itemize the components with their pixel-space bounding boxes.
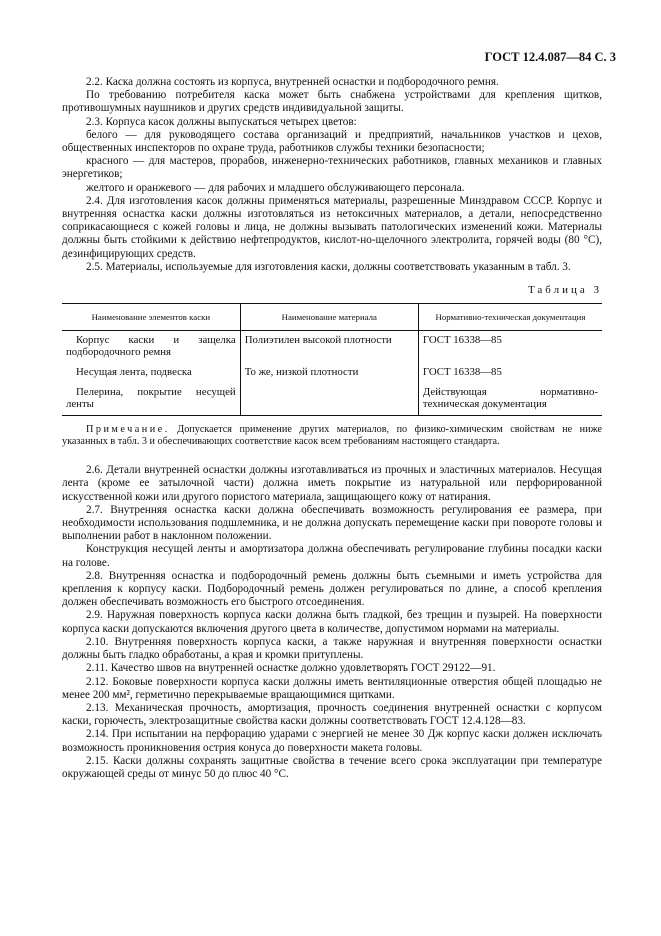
- table-header-cell: Наименование материала: [240, 304, 418, 331]
- table-header-row: [62, 304, 602, 331]
- table-cell: ГОСТ 16338—85: [418, 331, 602, 364]
- table-cell: Корпус каски и защелка подбородочного ремня: [66, 334, 236, 359]
- paragraph-2-15: 2.15. Каски должны сохранять защитные свойства в течение всего срока эксплуатации при температуре окружающей среды от минус 50 до плюс 40 °С.: [62, 754, 602, 780]
- paragraph-red-color: красного — для мастеров, прорабов, инженерно-технических работников, главных механиков и главных энергетиков;: [62, 155, 602, 181]
- table-header-cell: Наименование элементов каски: [62, 304, 240, 331]
- paragraph-2-4: 2.4. Для изготовления касок должны применяться материалы, разрешенные Минздравом СССР. Корпус и внутренняя оснастка каски должны изготовляться из нетоксичных материалов, а детали, непосредственно соприкасающиеся с кожей головы и лица, не должны вызывать патологических изменений кожи. Материалы должны быть стойкими к действию нефтепродуктов, кислот-но-щелочного электролита, горячей воды (80 °С), дезинфицирующих средств.: [62, 194, 602, 260]
- paragraph-2-9: 2.9. Наружная поверхность корпуса каски должна быть гладкой, без трещин и пузырей. На поверхности корпуса каски допускаются включения другого цвета в количестве, допустимом нормами на материалы.: [62, 609, 602, 635]
- note-text: Допускается применение других материалов, по физико-химическим свойствам не ниже указанных в табл. 3 и обеспечивающих соответствие касок всем требованиям настоящего стандарта.: [62, 424, 603, 448]
- paragraph-2-13: 2.13. Механическая прочность, амортизация, прочность соединения внутренней оснастки с корпусом каски, горючесть, электрозащитные свойства каски должны соответствовать ГОСТ 12.4.128—83.: [62, 701, 602, 728]
- table-cell: Несущая лента, подвеска: [76, 366, 192, 379]
- paragraph-2-10: 2.10. Внутренняя поверхность корпуса каски, а также наружная и внутренняя поверхности оснастки должны быть гладко обработаны, а края и кромки притуплены.: [62, 635, 602, 662]
- table-note: [62, 424, 602, 448]
- paragraph-white-color: белого — для руководящего состава организаций и предприятий, начальников участков и цехов, общественных инспекторов по охране труда, работников службы техники безопасности;: [62, 128, 602, 155]
- table-cell: Действующая нормативно-техническая документация: [418, 383, 602, 416]
- note-label: Примечание.: [86, 424, 170, 436]
- paragraph-2-7-cont: Конструкция несущей ленты и амортизатора должна обеспечивать регулирование глубины посадки каски на голове.: [62, 543, 602, 569]
- paragraph-2-7: 2.7. Внутренняя оснастка каски должна обеспечивать возможность регулирования ее размера, при необходимости использования подшлемника, и не должна допускать перемещение каски при повороте головы и выполнении работ в наклонном положении.: [62, 503, 602, 543]
- paragraph-2-6: 2.6. Детали внутренней оснастки должны изготавливаться из прочных и эластичных материалов. Несущая лента (кроме ее затылочной части) должна иметь покрытие из натуральной или перфорированной искусственной кожи или другого пористого материала, защищающего кожу от натирания.: [62, 464, 602, 503]
- document-body: [62, 76, 602, 781]
- table-cell: [240, 383, 418, 416]
- paragraph-2-12: 2.12. Боковые поверхности корпуса каски должны иметь вентиляционные отверстия общей площадью не менее 200 мм², герметично перекрываемые вращающимися щитками.: [62, 675, 602, 701]
- table-cell: ГОСТ 16338—85: [418, 363, 602, 383]
- paragraph-2-3: 2.3. Корпуса касок должны выпускаться четырех цветов:: [86, 115, 357, 128]
- paragraph-2-2-cont: По требованию потребителя каска может быть снабжена устройствами для крепления щитков, противошумных наушников и других средств индивидуальной защиты.: [62, 89, 602, 115]
- table-cell: Пелерина, покрытие несущей ленты: [62, 383, 240, 416]
- table-cell: Полиэтилен высокой плотности: [240, 331, 418, 364]
- paragraph-yellow-color: желтого и оранжевого — для рабочих и младшего обслуживающего персонала.: [86, 181, 465, 194]
- table-row: [62, 363, 602, 383]
- paragraph-2-11: 2.11. Качество швов на внутренней оснастке должно удовлетворять ГОСТ 29122—91.: [86, 662, 496, 675]
- paragraph-2-5: 2.5. Материалы, используемые для изготовления каски, должны соответствовать указанным в табл. 3.: [86, 260, 571, 273]
- materials-table: [62, 303, 602, 416]
- table-header-cell: Нормативно-техническая документация: [418, 304, 602, 331]
- table-row: [62, 383, 602, 416]
- page-header: ГОСТ 12.4.087—84 С. 3: [484, 50, 616, 64]
- paragraph-2-14: 2.14. При испытании на перфорацию ударами с энергией не менее 30 Дж корпус каски должен исключать возможность проникновения острия конуса до поверхности макета головы.: [62, 728, 602, 754]
- table-row: [62, 331, 602, 364]
- paragraph-2-2: 2.2. Каска должна состоять из корпуса, внутренней оснастки и подбородочного ремня.: [86, 76, 499, 88]
- table-caption: Таблица 3: [527, 284, 602, 297]
- paragraph-2-8: 2.8. Внутренняя оснастка и подбородочный ремень должны быть съемными и иметь устройства для крепления к корпусу каски. Подбородочный ремень должен регулироваться по длине, а способ крепления должен обеспечивать возможность его быстрого отсоединения.: [62, 569, 602, 609]
- table-cell: То же, низкой плотности: [240, 363, 418, 383]
